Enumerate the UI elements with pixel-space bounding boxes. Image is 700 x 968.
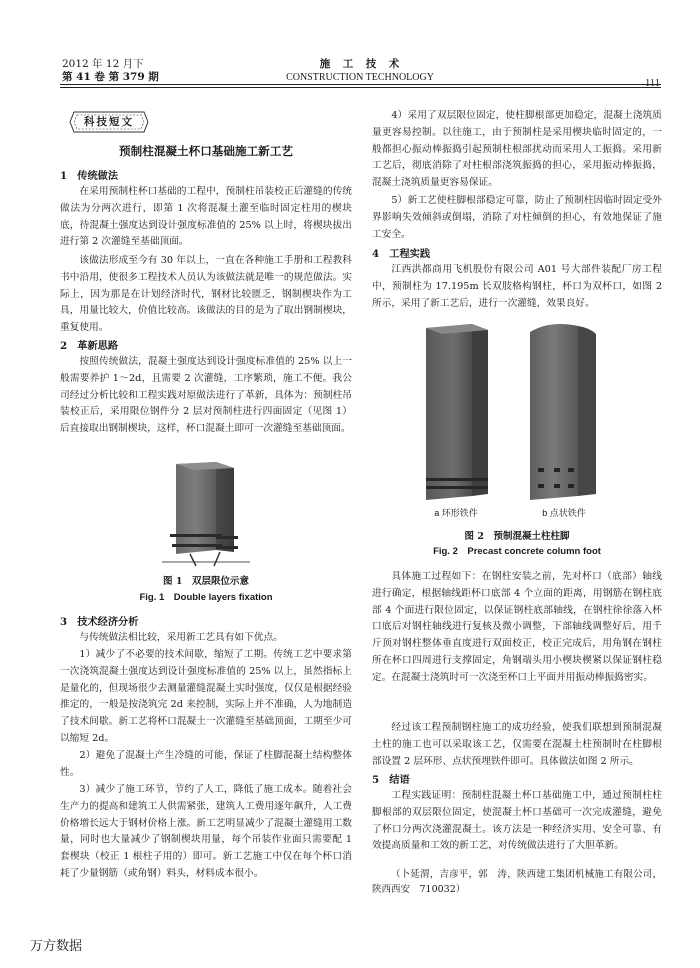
section-3-item-3: 3）减少了施工环节，节约了人工，降低了施工成本。随着社会生产力的提高和建筑工人供需紧张，建筑人工费用逐年飙升，人工费价格增长远大于钢材价格上涨。新工艺明显减少了混凝土灌缝用工数量，同时也大量减少了钢制楔块用量，每个吊装作业面只需要配 1 套楔块（校正 1 根柱子用的）即可。新工艺施工中仅在每个杯口消耗了少量钢筋（或角钢）料头，材料成本很小。 [60, 784, 352, 879]
section-2-heading: 2 革新思路 [60, 340, 119, 352]
section-5-heading: 5 结语 [372, 774, 410, 786]
figure-2a-label: a 环形铁件 [434, 508, 478, 518]
issue-date: 2012 年 12 月下 [62, 58, 144, 70]
section-3-item-1: 1）减少了不必要的技术间歇，缩短了工期。传统工艺中要求第一次浇筑混凝土强度达到设计强度标准值的 25% 以上，虽然指标上是量化的，但现场很少去测量灌缝混凝土实时强度，仅仅是根据经验推定的，一般是按浇筑完 2d 来控制，实际上并不准确，人为地制造了技术间歇。新工艺将杯口混凝土一次灌缝至基础顶面，工期至少可以缩短 2d。 [60, 649, 352, 744]
article-title: 预制柱混凝土杯口基础施工新工艺 [119, 144, 293, 158]
figure-1-caption-cn: 图 1 双层限位示意 [163, 576, 249, 587]
journal-title-cn: 施 工 技 术 [319, 58, 401, 70]
section-3-intro: 与传统做法相比较，采用新工艺具有如下优点。 [79, 632, 283, 643]
header-rule [60, 84, 661, 85]
section-3-item-4: 4）采用了双层限位固定，使柱脚根部更加稳定，混凝土浇筑质量更容易控制。以往施工，由于预制柱是采用楔块临时固定的，一般都担心振动棒振捣引起预制柱根部扰动而采用人工振捣。采用新工艺后，彻底消除了对柱根部浇筑振捣的担心，采用振动棒振捣，混凝土浇筑质量更容易保证。 [372, 110, 662, 189]
figure-2b-image [520, 318, 604, 502]
figure-2b-label: b 点状铁件 [542, 508, 586, 518]
section-5-paragraph-1: 工程实践证明：预制柱混凝土杯口基础施工中，通过预制柱柱脚根部的双层限位固定，使混凝土杯口基础可一次完成灌缝，避免了杯口分两次浇灌混凝土。该方法是一种经济实用、安全可靠、有效提高质量和工效的新工艺，对传统做法进行了大胆革新。 [372, 790, 662, 852]
author-affiliation: （卜延渭，吉彦平，郭 涛，陕西建工集团机械施工有限公司，陕西西安 710032） [372, 868, 662, 895]
section-2-paragraph-1: 按照传统做法，混凝土强度达到设计强度标准值的 25% 以上一般需要养护 1～2d，且需要 2 次灌缝，工序繁琐，施工不便。我公司经过分析比较和工程实践对原做法进行了革新，具体为：预制柱吊装校正后，采用限位钢件分 2 层对预制柱进行四面固定（见图 1）后直接取出钢制楔块，这样，杯口混凝土即可一次灌缝至基础顶面。 [60, 356, 352, 435]
journal-title-en: CONSTRUCTION TECHNOLOGY [286, 72, 434, 83]
footer-brand: 万方数据 [30, 938, 83, 953]
section-4-paragraph-1: 江西洪都商用飞机股份有限公司 A01 号大部件装配厂房工程中，预制柱为 17.195m 长双肢格构钢柱，杯口为双杯口，如图 2 所示，采用了新工艺后，进行一次灌缝，效果良好。 [372, 264, 662, 309]
page-number: 111 [645, 78, 660, 89]
badge-label: 科技短文 [84, 116, 134, 128]
figure-2-caption-cn: 图 2 预制混凝土柱柱脚 [464, 531, 570, 542]
volume-issue: 第 41 卷 第 379 期 [62, 71, 159, 83]
section-1-paragraph-2: 该做法形成至今有 30 年以上，一直在各种施工手册和工程教科书中沿用，使很多工程技术人员认为该做法就是唯一的规范做法。实际上，因为那是在计划经济时代，钢材比较匮乏，钢制楔块作为工具，用量比较大，价值比较高。该做法的目的是为了取出钢制楔块，重复使用。 [60, 255, 352, 334]
section-4-heading: 4 工程实践 [372, 248, 431, 260]
section-4-paragraph-2: 具体施工过程如下：在钢柱安装之前，先对杯口（底部）轴线进行确定，根据轴线距杯口底部 4 个立面的距离，用钢筋在钢柱底部 4 个面进行限位固定，以保证钢柱底部轴线，在钢柱徐徐落入杯口底后对钢柱轴线进行复核及微小调整，下部轴线调整好后，用千斤顶对钢柱整体垂直度进行双面校正，校正完成后，用角钢在钢柱所在杯口四周进行支撑固定，角钢端头用小楔块楔紧以保证钢柱稳定。在混凝土浇筑时可一次浇至杯口上平面并用振动棒振捣密实。 [372, 571, 662, 683]
figure-1-image [150, 458, 262, 570]
section-4-paragraph-3: 经过该工程预制钢柱施工的成功经验，使我们联想到预制混凝土柱的施工也可以采取该工艺，仅需要在混凝土柱预制时在柱脚根部设置 2 层环形、点状预埋铁件即可。具体做法如图 2 所示。 [372, 722, 662, 767]
section-1-heading: 1 传统做法 [60, 170, 119, 182]
section-3-item-5: 5）新工艺使柱脚根部稳定可靠，防止了预制柱因临时固定受外界影响失效倾斜或倒塌，消除了对柱倾倒的担心，有效地保证了施工安全。 [372, 195, 662, 240]
header-rule-thin [60, 87, 661, 88]
section-1-paragraph-1: 在采用预制柱杯口基础的工程中，预制柱吊装校正后灌缝的传统做法为分两次进行，即第 1 次将混凝土灌至临时固定柱用的楔块底，待混凝土强度达到设计强度标准值的 25% 以上时，将楔块拔出进行第 2 次灌缝至基础顶面。 [60, 186, 352, 248]
section-3-heading: 3 技术经济分析 [60, 616, 139, 628]
section-3-item-2: 2）避免了混凝土产生冷缝的可能，保证了柱脚混凝土结构整体性。 [60, 750, 352, 778]
section-badge [68, 108, 150, 136]
figure-1-caption-en: Fig. 1 Double layers fixation [139, 592, 273, 603]
figure-2-caption-en: Fig. 2 Precast concrete column foot [433, 546, 601, 557]
figure-2a-image [412, 318, 496, 502]
